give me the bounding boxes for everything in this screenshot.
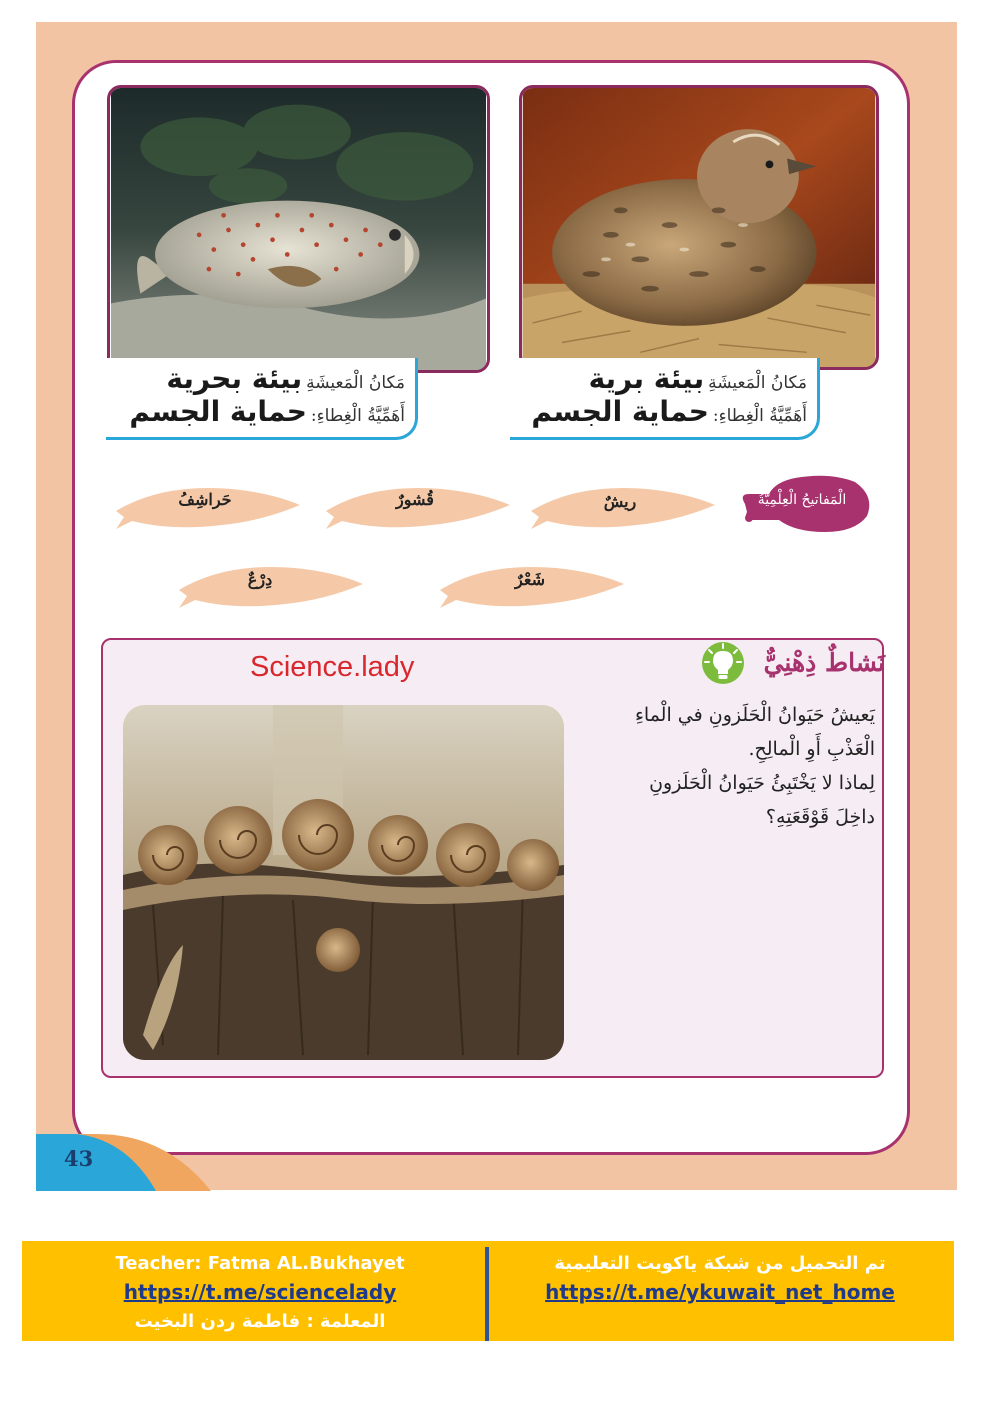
keyword-hair: شَعْرٌ <box>515 570 545 589</box>
footer-teacher-name-ar: المعلمة : فاطمة ردن البخيت <box>134 1311 386 1332</box>
keyword-scales: حَراشِفُ <box>178 490 232 509</box>
quail-habitat-label: مَكانُ الْمَعيشَةِ <box>708 373 807 393</box>
footer-divider <box>485 1247 489 1341</box>
footer-left <box>40 1250 480 1336</box>
fish-importance-value: حماية الجسم <box>129 395 307 428</box>
page-number: 43 <box>64 1146 94 1171</box>
fish-importance-label: أَهَمِّيَّةُ الْغِطاءِ: <box>310 406 405 426</box>
fish-habitat-label: مَكانُ الْمَعيشَةِ <box>306 373 405 393</box>
footer-network-title: تم التحميل من شبكة ياكويت التعليمية <box>554 1253 886 1274</box>
fish-habitat-line <box>116 362 405 395</box>
keyword-armor: دِرْعٌ <box>247 570 273 589</box>
quail-habitat-line <box>520 362 807 395</box>
fish-image <box>110 88 487 370</box>
quail-importance-label: أَهَمِّيَّةُ الْغِطاءِ: <box>712 406 807 426</box>
watermark-text: Science.lady <box>250 651 415 683</box>
activity-line-1: يَعيشُ حَيَوانُ الْحَلَزونِ في الْماءِ <box>634 704 875 726</box>
keyword-shells: قُشورٌ <box>396 490 434 509</box>
keyword-feathers: ريشٌ <box>603 492 637 511</box>
snail-photo <box>123 705 564 1060</box>
footer-teacher-link[interactable]: https://t.me/sciencelady <box>123 1280 397 1304</box>
activity-title: نَشاطٌ ذِهْنِيٌّ <box>763 648 885 677</box>
activity-line-3: لِماذا لا يَخْتَبِئُ حَيَوانُ الْحَلَزونِ <box>649 772 875 794</box>
lightbulb-icon <box>700 640 746 686</box>
keywords-badge-label: الْمَفاتيحُ الْعِلْمِيَّةُ <box>757 492 847 508</box>
page-number-tab <box>36 1134 211 1191</box>
footer-teacher-name: Teacher: Fatma AL.Bukhayet <box>115 1253 405 1274</box>
quail-photo <box>519 85 879 370</box>
quail-importance-value: حماية الجسم <box>531 395 709 428</box>
quail-image <box>522 88 876 367</box>
fish-habitat-value: بيئة بحرية <box>166 362 303 395</box>
fish-photo <box>107 85 490 373</box>
quail-importance-line <box>520 395 807 428</box>
fish-importance-line <box>116 395 405 428</box>
activity-question <box>585 698 875 834</box>
activity-line-4: داخِلَ قَوْقَعَتِهِ؟ <box>765 806 875 828</box>
snail-image <box>123 705 564 1060</box>
quail-caption <box>510 358 820 440</box>
footer-network-link[interactable]: https://t.me/ykuwait_net_home <box>545 1280 895 1304</box>
quail-habitat-value: بيئة برية <box>588 362 705 395</box>
fish-caption <box>106 358 418 440</box>
footer-right <box>500 1250 940 1308</box>
activity-line-2: الْعَذْبِ أَوِ الْمالِحِ. <box>748 738 875 760</box>
